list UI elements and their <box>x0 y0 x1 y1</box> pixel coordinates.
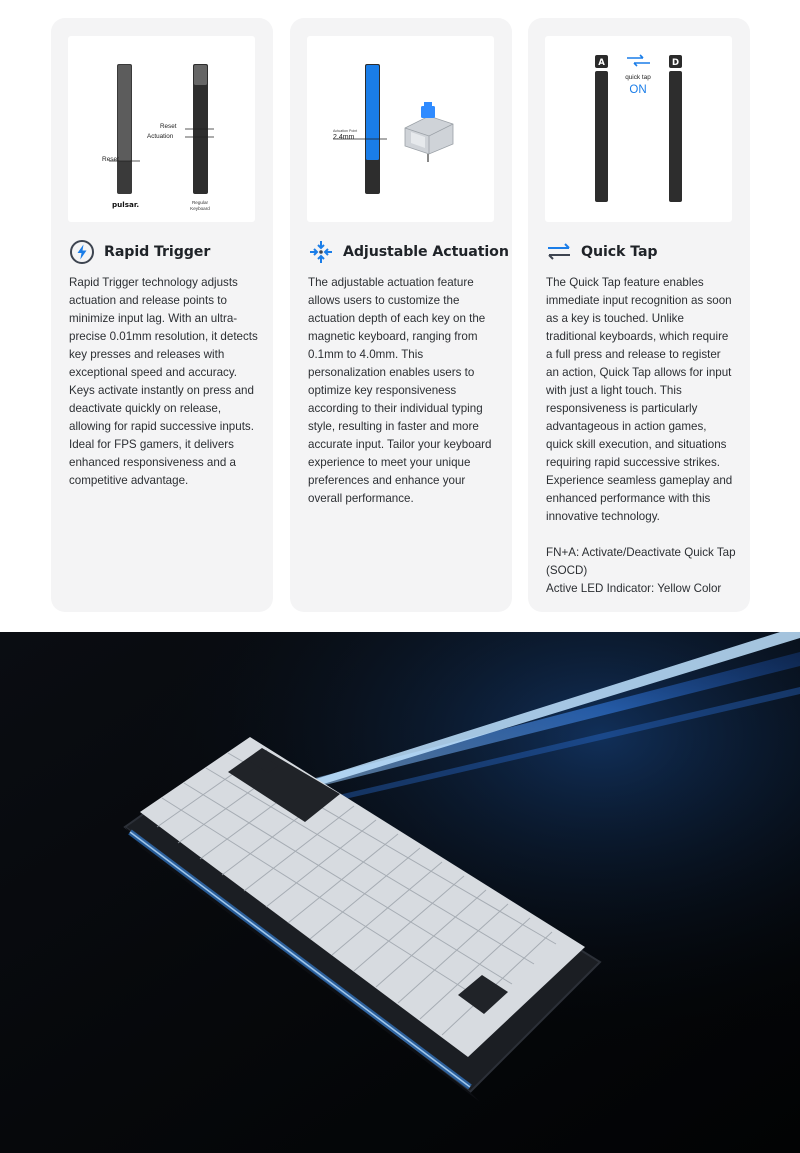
key-a-label: A <box>598 58 605 68</box>
actuation-point-label: Actuation Point <box>333 129 358 133</box>
swap-arrows-icon <box>546 239 572 265</box>
rapid-trigger-description <box>69 274 259 490</box>
quick-tap-description <box>546 274 736 598</box>
feature-card-quick-tap <box>528 18 750 612</box>
quick-tap-title: Quick Tap <box>581 244 658 260</box>
actuation-label: Actuation <box>147 133 174 140</box>
key-d-label: D <box>671 58 680 68</box>
feature-card-rapid-trigger <box>51 18 273 612</box>
mechanical-switch-image <box>405 102 453 162</box>
left-reset-label: Reset <box>102 156 119 163</box>
feature-card-adjustable-actuation <box>290 18 512 612</box>
rapid-trigger-paragraph: Rapid Trigger technology adjusts actuation and release points to minimize input lag. With an ultra-precise 0.01mm resolution, it detects key presses and releases with exceptional speed and accuracy. Keys activate instantly on press and deactivate quickly on release, allowing for rapid successive inputs. Ideal for FPS gamers, it delivers enhanced responsiveness and a competitive advantage. <box>69 276 258 487</box>
adjustable-actuation-title-row <box>308 238 509 266</box>
adjust-arrows-icon <box>308 239 334 265</box>
quick-tap-state: ON <box>629 84 647 96</box>
regular-caption: Regular <box>191 200 209 205</box>
actuation-value-label: 2.4mm <box>333 134 355 141</box>
quick-tap-title-row <box>546 238 658 266</box>
adjustable-actuation-paragraph: The adjustable actuation feature allows users to customize the actuation depth of each key on the magnetic keyboard, ranging from 0.1mm to 4.0mm. This personalization enables users to optimize key responsiveness according to their individual typing style, resulting in faster and more accurate input. Tailor your keyboard experience to meet your unique preferences and enhance your overall performance. <box>308 276 492 505</box>
quick-tap-illustration <box>545 36 732 222</box>
quick-tap-led-line: Active LED Indicator: Yellow Color <box>546 582 722 595</box>
rapid-trigger-title-row <box>69 238 210 266</box>
rapid-trigger-illustration <box>68 36 255 222</box>
adjustable-actuation-title: Adjustable Actuation <box>343 244 509 260</box>
keyboard-hero-image <box>0 632 800 1153</box>
quick-tap-shortcut-line: FN+A: Activate/Deactivate Quick Tap (SOCD) <box>546 546 736 577</box>
pulsar-logo: pulsar. <box>112 200 140 209</box>
right-reset-label: Reset <box>160 123 177 130</box>
rapid-trigger-title: Rapid Trigger <box>104 244 211 260</box>
lightning-bolt-icon <box>69 239 95 265</box>
quick-tap-label: quick tap <box>625 74 651 81</box>
adjustable-actuation-description <box>308 274 498 508</box>
adjustable-actuation-illustration <box>307 36 494 222</box>
keyboard-caption: Keyboard <box>190 206 210 211</box>
quick-tap-paragraph: The Quick Tap feature enables immediate input recognition as soon as a key is touched. Unlike traditional keyboards, which require a full press and release to register an action, Quick Tap allows for input with just a light touch. This responsiveness is particularly advantageous in action games, quick skill execution, and situations requiring rapid successive strikes. Experience seamless gameplay and enhanced performance with this innovative technology. <box>546 276 733 523</box>
